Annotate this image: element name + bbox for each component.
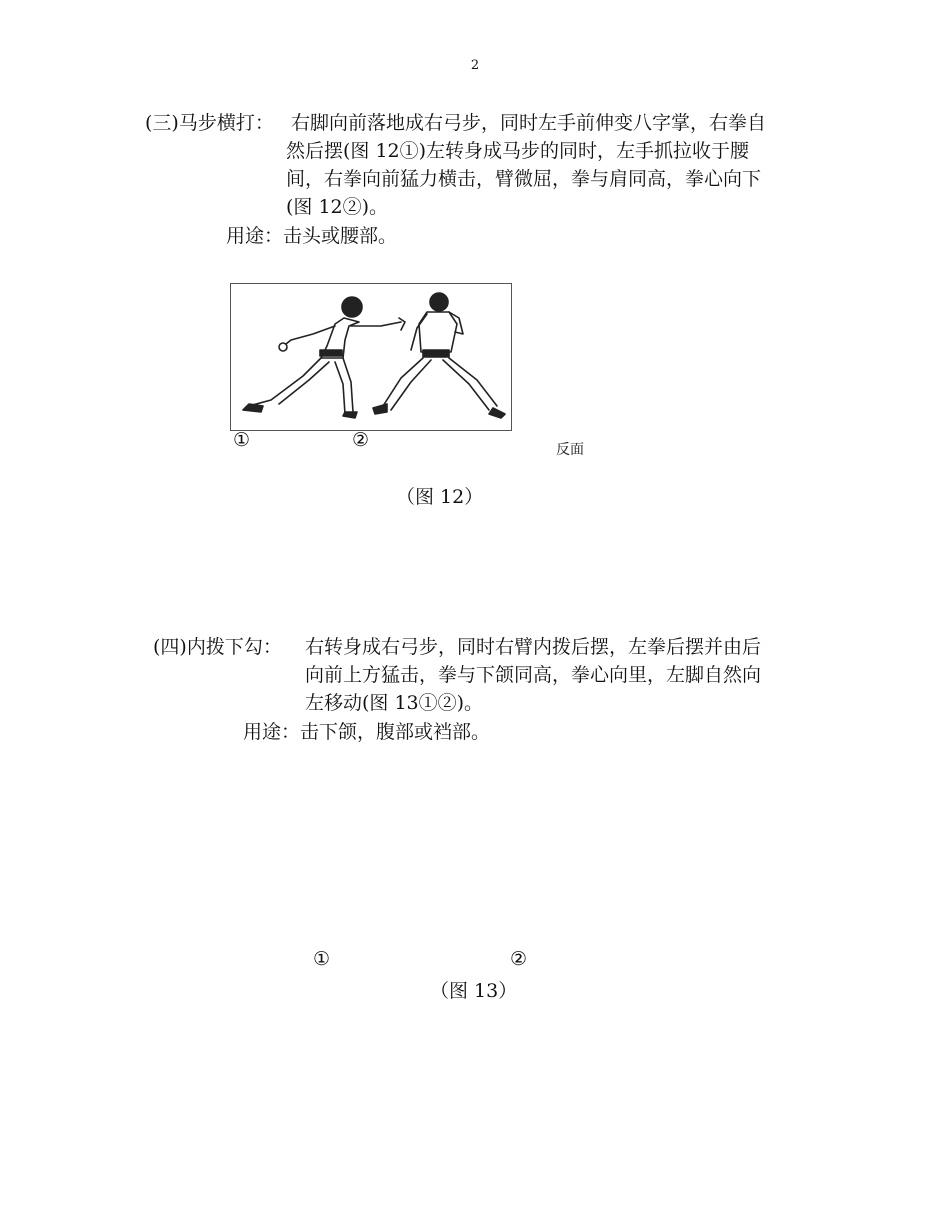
figure12-illustration <box>230 283 512 431</box>
martial-arts-figures-image <box>231 284 511 430</box>
figure13-label-1: ① <box>313 948 331 970</box>
figure13-caption: （图 13） <box>430 980 518 1002</box>
section4-heading: (四)内拨下勾： <box>153 636 282 658</box>
section4-line-1: 右转身成右弓步，同时右臂内拨后摆，左拳后摆并由后 <box>305 636 762 658</box>
figure12-side-note: 反面 <box>556 442 584 458</box>
figure12-label-1: ① <box>233 429 251 451</box>
figure13-label-2: ② <box>510 948 528 970</box>
section4-line-2: 向前上方猛击，拳与下颌同高，拳心向里，左脚自然向 <box>305 664 762 686</box>
figure12-caption: （图 12） <box>396 486 484 508</box>
section3-line-3: 间，右拳向前猛力横击，臂微屈，拳与肩同高，拳心向下 <box>286 168 762 190</box>
section3-line-4: (图 12②)。 <box>286 196 389 218</box>
section3-line-2: 然后摆(图 12①)左转身成马步的同时，左手抓拉收于腰 <box>286 140 750 162</box>
section3-usage: 用途：击头或腰部。 <box>226 225 398 247</box>
section4-usage: 用途：击下颌，腹部或裆部。 <box>243 721 491 743</box>
section3-line-1: 右脚向前落地成右弓步，同时左手前伸变八字掌，右拳自 <box>291 112 767 134</box>
page-number: 2 <box>470 58 480 73</box>
section4-line-3: 左移动(图 13①②)。 <box>305 692 484 714</box>
section3-heading: (三)马步横打： <box>145 112 274 134</box>
figure12-label-2: ② <box>352 429 370 451</box>
